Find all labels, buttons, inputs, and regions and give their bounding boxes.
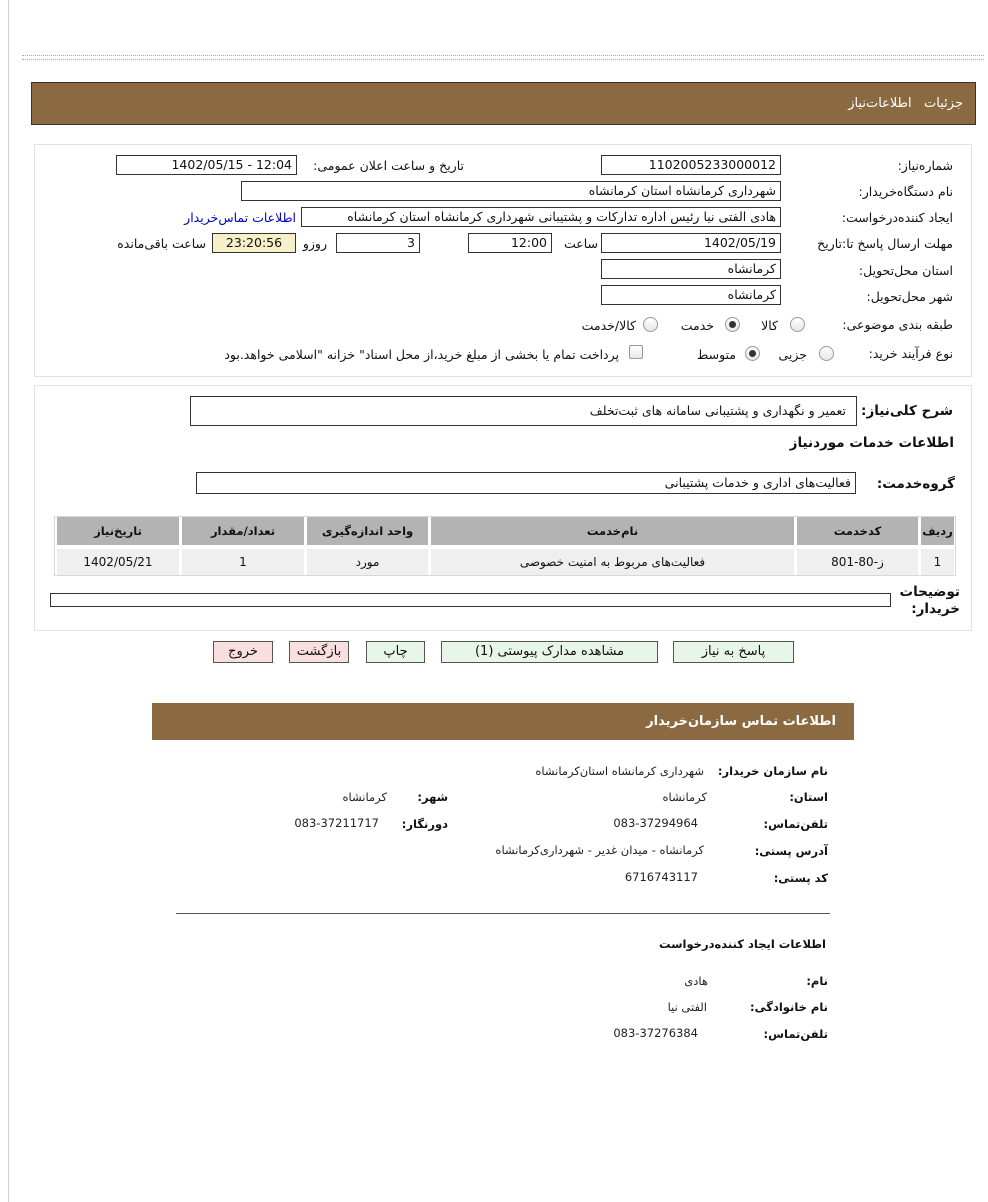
province-field: کرمانشاه (601, 259, 781, 279)
services-section-title: اطلاعات خدمات موردنیاز (789, 435, 954, 451)
top-separator (22, 55, 984, 60)
category-option-service: خدمت (680, 318, 714, 333)
city-field: کرمانشاه (601, 285, 781, 305)
contact-phone-value: 083-37294964 (613, 816, 698, 830)
deadline-label: مهلت ارسال پاسخ تا:تاریخ (817, 236, 953, 251)
creator-label: ایجاد کننده‌درخواست: (841, 210, 953, 225)
contact-fax-value: 083-37211717 (294, 816, 379, 830)
category-option-goods: کالا (761, 318, 778, 333)
table-cell-quantity: 1 (182, 549, 304, 575)
page-title: جزئیات اطلاعات‌نیاز (848, 96, 963, 111)
buyer-notes-field (50, 593, 891, 607)
announce-field: 1402/05/15 - 12:04 (116, 155, 297, 175)
table-cell-unit: مورد (307, 549, 428, 575)
contact-org-label: نام سازمان خریدار: (717, 764, 828, 778)
days-field: 3 (336, 233, 420, 253)
need-description-label: شرح کلی‌نیاز: (861, 403, 953, 419)
deadline-time-field: 12:00 (468, 233, 552, 253)
contact-city-label: شهر: (417, 790, 448, 804)
process-label: نوع فرآیند خرید: (868, 346, 953, 361)
buyer-org-label: نام دستگاه‌خریدار: (858, 184, 953, 199)
contact-province-value: کرمانشاه (662, 790, 707, 804)
creator-name-value: هادی (684, 974, 708, 988)
table-cell-service-code: ز-80-801 (797, 549, 918, 575)
process-option-minor: جزیی (778, 347, 807, 362)
contact-phone-label: تلفن‌تماس: (763, 817, 828, 831)
contact-address-label: آدرس پستی: (754, 844, 828, 858)
need-number-field: 1102005233000012 (601, 155, 781, 175)
table-header-service-name: نام‌خدمت (431, 517, 794, 545)
creator-info-title: اطلاعات ایجاد کننده‌درخواست (659, 937, 826, 951)
service-group-field: فعالیت‌های اداری و خدمات پشتیبانی (196, 472, 856, 494)
deadline-date-field: 1402/05/19 (601, 233, 781, 253)
contact-divider (176, 913, 830, 914)
category-label: طبقه بندی موضوعی: (842, 317, 953, 332)
print-button[interactable]: چاپ (366, 641, 425, 663)
creator-name-label: نام: (806, 974, 828, 988)
buyer-org-field: شهرداری کرمانشاه استان کرمانشاه (241, 181, 781, 201)
process-radio-minor[interactable] (819, 346, 834, 361)
creator-family-label: نام خانوادگی: (750, 1000, 828, 1014)
services-table (54, 516, 956, 576)
buyer-contact-link[interactable]: اطلاعات تماس‌خریدار (184, 210, 296, 225)
back-button[interactable]: بازگشت (289, 641, 349, 663)
view-attachments-button[interactable]: مشاهده مدارک پیوستی (1) (441, 641, 658, 663)
table-header-service-code: کدخدمت (797, 517, 918, 545)
deadline-time-label: ساعت (563, 236, 598, 251)
left-border (8, 0, 9, 1202)
buyer-notes-label: توضیحات خریدار: (899, 584, 960, 617)
process-option-medium: متوسط (696, 347, 736, 362)
contact-postal-label: کد پستی: (773, 871, 828, 885)
category-radio-goods-service[interactable] (643, 317, 658, 332)
need-description-field: تعمیر و نگهداری و پشتیبانی سامانه های ثبت‌تخلف (190, 396, 857, 426)
contact-postal-value: 6716743117 (624, 870, 698, 884)
category-radio-service[interactable] (725, 317, 740, 332)
contact-city-value: کرمانشاه (342, 790, 387, 804)
table-cell-service-name: فعالیت‌های مربوط به امنیت خصوصی (431, 549, 794, 575)
contact-header (152, 703, 854, 740)
creator-field: هادی الفتی نیا رئیس اداره تدارکات و پشتیبانی شهرداری کرمانشاه استان کرمانشاه (301, 207, 781, 227)
contact-address-value: کرمانشاه - میدان غدیر - شهرداری‌کرمانشاه (495, 843, 704, 857)
treasury-payment-note: پرداخت تمام یا بخشی از مبلغ خرید،از محل اسناد" خزانه "اسلامی خواهد.بود (224, 347, 619, 362)
province-label: استان محل‌تحویل: (858, 263, 953, 278)
creator-phone-value: 083-37276384 (613, 1026, 698, 1040)
contact-fax-label: دورنگار: (401, 817, 448, 831)
table-header-need-date: تاریخ‌نیاز (57, 517, 179, 545)
contact-org-value: شهرداری کرمانشاه استان‌کرمانشاه (535, 764, 704, 778)
need-number-label: شماره‌نیاز: (897, 158, 953, 173)
need-details-panel (34, 144, 972, 377)
remaining-label: ساعت باقی‌مانده (117, 236, 206, 251)
table-cell-need-date: 1402/05/21 (57, 549, 179, 575)
reply-button[interactable]: پاسخ به نیاز (673, 641, 794, 663)
category-option-goods-service: کالا/خدمت (581, 318, 636, 333)
city-label: شهر محل‌تحویل: (866, 289, 953, 304)
table-header-quantity: تعداد/مقدار (182, 517, 304, 545)
remaining-time-display: 23:20:56 (212, 233, 296, 253)
contact-title: اطلاعات تماس سازمان‌خریدار (646, 714, 836, 729)
days-label: روزو (302, 236, 327, 251)
page-header (31, 82, 976, 125)
creator-family-value: الفتی نیا (667, 1000, 707, 1014)
service-group-label: گروه‌خدمت: (876, 476, 955, 492)
treasury-payment-checkbox[interactable] (629, 345, 643, 359)
exit-button[interactable]: خروج (213, 641, 273, 663)
table-header-unit: واحد اندازه‌گیری (307, 517, 428, 545)
table-header-row-number: ردیف (921, 517, 954, 545)
table-cell-row-number: 1 (921, 549, 954, 575)
creator-phone-label: تلفن‌تماس: (763, 1027, 828, 1041)
announce-label: تاریخ و ساعت اعلان عمومی: (313, 158, 464, 173)
category-radio-goods[interactable] (790, 317, 805, 332)
process-radio-medium[interactable] (745, 346, 760, 361)
contact-province-label: استان: (789, 790, 828, 804)
